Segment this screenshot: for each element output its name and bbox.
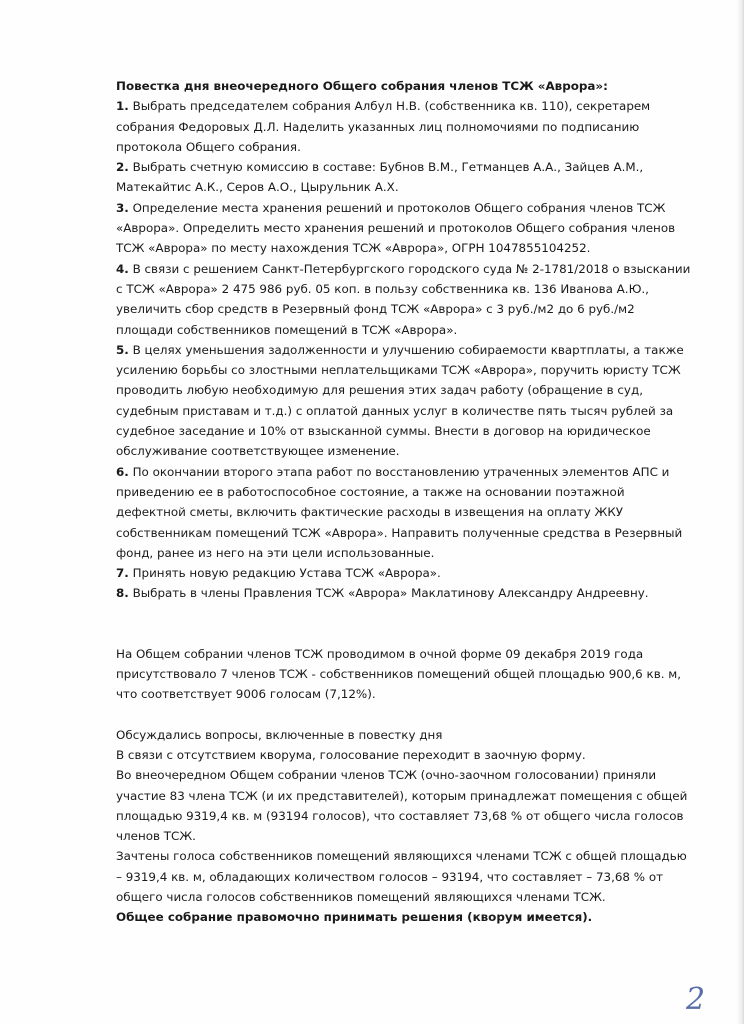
handwritten-page-number: 2 <box>686 982 706 1017</box>
agenda-item-number: 1. <box>116 99 129 114</box>
agenda-item-number: 4. <box>116 261 129 276</box>
agenda-item-text: Определение места хранения решений и протоколов Общего собрания членов ТСЖ «Аврора». Определить место хранения решений и протоколов Общего собрания членов ТСЖ «Аврора» по месту нахождения ТСЖ «Аврора», ОГРН 1047855104252. <box>116 200 676 256</box>
agenda-item-2 <box>116 157 691 198</box>
agenda-item-5 <box>116 340 691 462</box>
agenda-item-8 <box>116 583 691 603</box>
agenda-item-text: В целях уменьшения задолженности и улучшению собираемости квартплаты, а также усилению борьбы со злостными неплательщиками ТСЖ «Аврора», поручить юристу ТСЖ проводить любую необходимую для решения этих задач работу (обращение в суд, судебным приставам и т.д.) с оплатой данных услуг в количестве пять тысяч рублей за судебное заседание и 10% от взысканной суммы. Внести в договор на юридическое обслуживание соответствующее изменение. <box>116 342 684 459</box>
agenda-item-7 <box>116 563 691 583</box>
document-body <box>116 76 691 928</box>
participation-paragraph: Во внеочередном Общем собрании членов ТСЖ (очно-заочном голосовании) приняли участие 83 члена ТСЖ (и их представителей), которым принадлежат помещения с общей площадью 9319,4 кв. м (93194 голосов), что составляет 73,68 % от общего числа голосов членов ТСЖ. <box>116 768 688 844</box>
agenda-item-1 <box>116 96 691 157</box>
agenda-item-number: 5. <box>116 342 129 357</box>
page-edge <box>736 0 744 1024</box>
agenda-item-text: Выбрать счетную комиссию в составе: Бубнов В.М., Гетманцев А.А., Зайцев А.М., Матекайтис А.К., Серов А.О., Цырульник А.Х. <box>116 160 644 195</box>
agenda-item-number: 3. <box>116 200 129 215</box>
agenda-item-6 <box>116 462 691 563</box>
agenda-item-text: Выбрать в члены Правления ТСЖ «Аврора» Маклатинову Александру Андреевну. <box>128 586 649 601</box>
no-quorum-line: В связи с отсутствием кворума, голосование переходит в заочную форму. <box>116 747 586 762</box>
attendance-paragraph: На Общем собрании членов ТСЖ проводимом в очной форме 09 декабря 2019 года присутствовало 7 членов ТСЖ - собственников помещений общей площадью 900,6 кв. м, что соответствует 9006 голосам (7,12%). <box>116 646 682 702</box>
agenda-item-text: По окончании второго этапа работ по восстановлению утраченных элементов АПС и приведению ее в работоспособное состояние, а также на основании поэтажной дефектной сметы, включить фактические расходы в извещения на оплату ЖКУ собственникам помещений ТСЖ «Аврора». Направить полученные средства в Резервный фонд, ранее из него на эти цели использованные. <box>116 464 683 560</box>
agenda-item-number: 8. <box>116 586 129 601</box>
discussed-line: Обсуждались вопросы, включенные в повестку дня <box>116 727 443 742</box>
spacer <box>116 705 691 725</box>
agenda-item-text: Выбрать председателем собрания Албул Н.В. (собственника кв. 110), секретарем собрания Федоровых Д.Л. Наделить указанных лиц полномочиями по подписанию протокола Общего собрания. <box>116 99 651 154</box>
agenda-heading: Повестка дня внеочередного Общего собрания членов ТСЖ «Аврора»: <box>116 79 608 93</box>
agenda-item-3 <box>116 198 691 259</box>
spacer <box>116 604 691 644</box>
agenda-item-4 <box>116 259 691 340</box>
conclusion-line: Общее собрание правомочно принимать решения (кворум имеется). <box>116 910 593 925</box>
agenda-item-number: 2. <box>116 160 129 175</box>
agenda-item-text: В связи с решением Санкт-Петербургского городского суда № 2-1781/2018 о взыскании с ТСЖ «Аврора» 2 475 986 руб. 05 коп. в пользу собственника кв. 136 Иванова А.Ю., увеличить сбор средств в Резервный фонд ТСЖ «Аврора» с 3 руб./м2 до 6 руб./м2 площади собственников помещений в ТСЖ «Аврора». <box>116 261 691 337</box>
agenda-item-number: 7. <box>116 566 129 581</box>
counted-votes-paragraph: Зачтены голоса собственников помещений являющихся членами ТСЖ с общей площадью – 9319,4 кв. м, обладающих количеством голосов – 93194, что составляет – 73,68 % от общего числа голосов собственников помещений являющихся членами ТСЖ. <box>116 849 687 904</box>
agenda-item-number: 6. <box>116 464 129 479</box>
agenda-item-text: Принять новую редакцию Устава ТСЖ «Аврора». <box>128 566 441 581</box>
